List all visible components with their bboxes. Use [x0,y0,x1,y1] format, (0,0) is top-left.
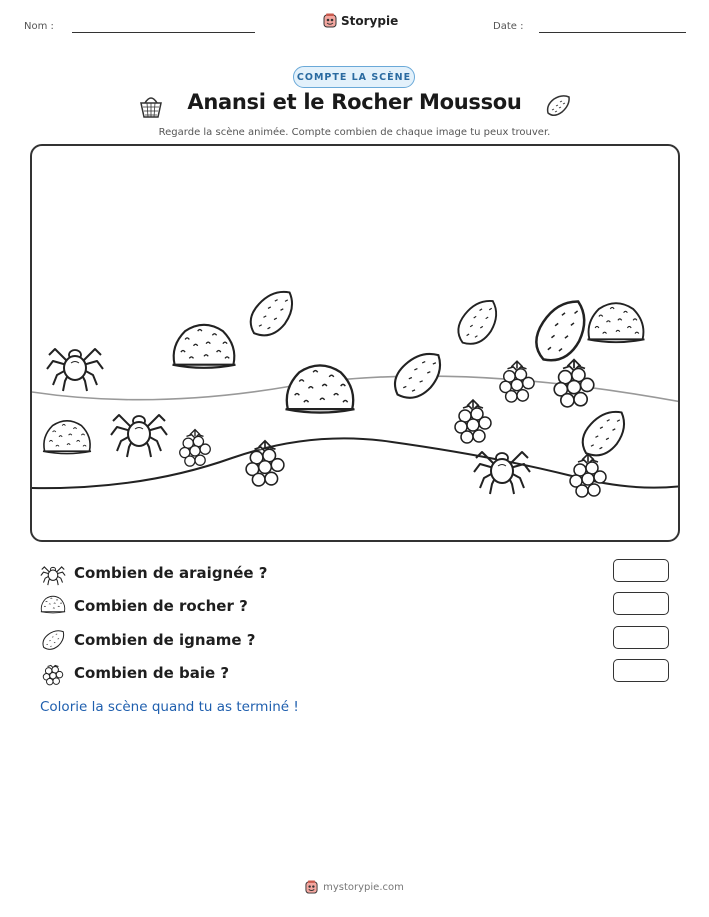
rock-4 [588,303,645,342]
question-berry [40,660,229,686]
rock-2 [286,365,355,412]
question-text: Combien de rocher ? [74,597,248,615]
question-text: Combien de igname ? [74,631,256,649]
activity-badge: COMPTE LA SCÈNE [293,66,415,88]
spider-icon [40,560,66,586]
question-text: Combien de baie ? [74,664,230,682]
yam-icon [40,627,66,653]
yam-4 [526,299,595,365]
berry-3 [455,400,491,443]
storypie-footer-icon [305,880,318,895]
spider-2 [111,415,167,457]
date-field-line[interactable] [539,32,686,33]
date-label: Date : [493,21,524,32]
name-label: Nom : [24,21,54,32]
brand-logo [323,13,398,29]
spider-1 [47,349,103,391]
counting-scene [30,144,680,542]
answer-box-yam[interactable] [613,626,669,649]
yam-3 [393,353,443,399]
berry-4 [500,361,534,402]
berry-2 [246,441,284,486]
answer-box-rock[interactable] [613,592,669,615]
storypie-mascot-icon [323,13,337,29]
instructions: Regarde la scène animée. Compte combien de chaque image tu peux trouver. [158,127,551,138]
yam-5 [578,410,629,457]
footer [0,880,709,895]
brand-name: Storypie [341,14,399,28]
question-spider [40,560,268,586]
coloring-instruction: Colorie la scène quand tu as terminé ! [40,699,299,715]
yam-2 [452,299,503,347]
question-rock [40,593,248,619]
spider-3 [474,452,530,494]
footer-url[interactable]: mystorypie.com [323,882,404,893]
question-yam [40,627,255,653]
berry-1 [180,430,211,467]
yam-title-icon [544,93,572,119]
berry-5 [554,360,594,407]
berry-6 [570,454,606,497]
rock-3 [43,421,91,454]
scene-illustration [32,146,680,542]
yam-1 [246,290,297,337]
question-text: Combien de araignée ? [74,564,268,582]
page-title: Anansi et le Rocher Moussou [187,90,522,114]
rock-1 [173,325,236,368]
name-field-line[interactable] [72,32,255,33]
berry-icon [40,660,66,686]
rock-icon [40,593,66,619]
answer-box-berry[interactable] [613,659,669,682]
answer-box-spider[interactable] [613,559,669,582]
